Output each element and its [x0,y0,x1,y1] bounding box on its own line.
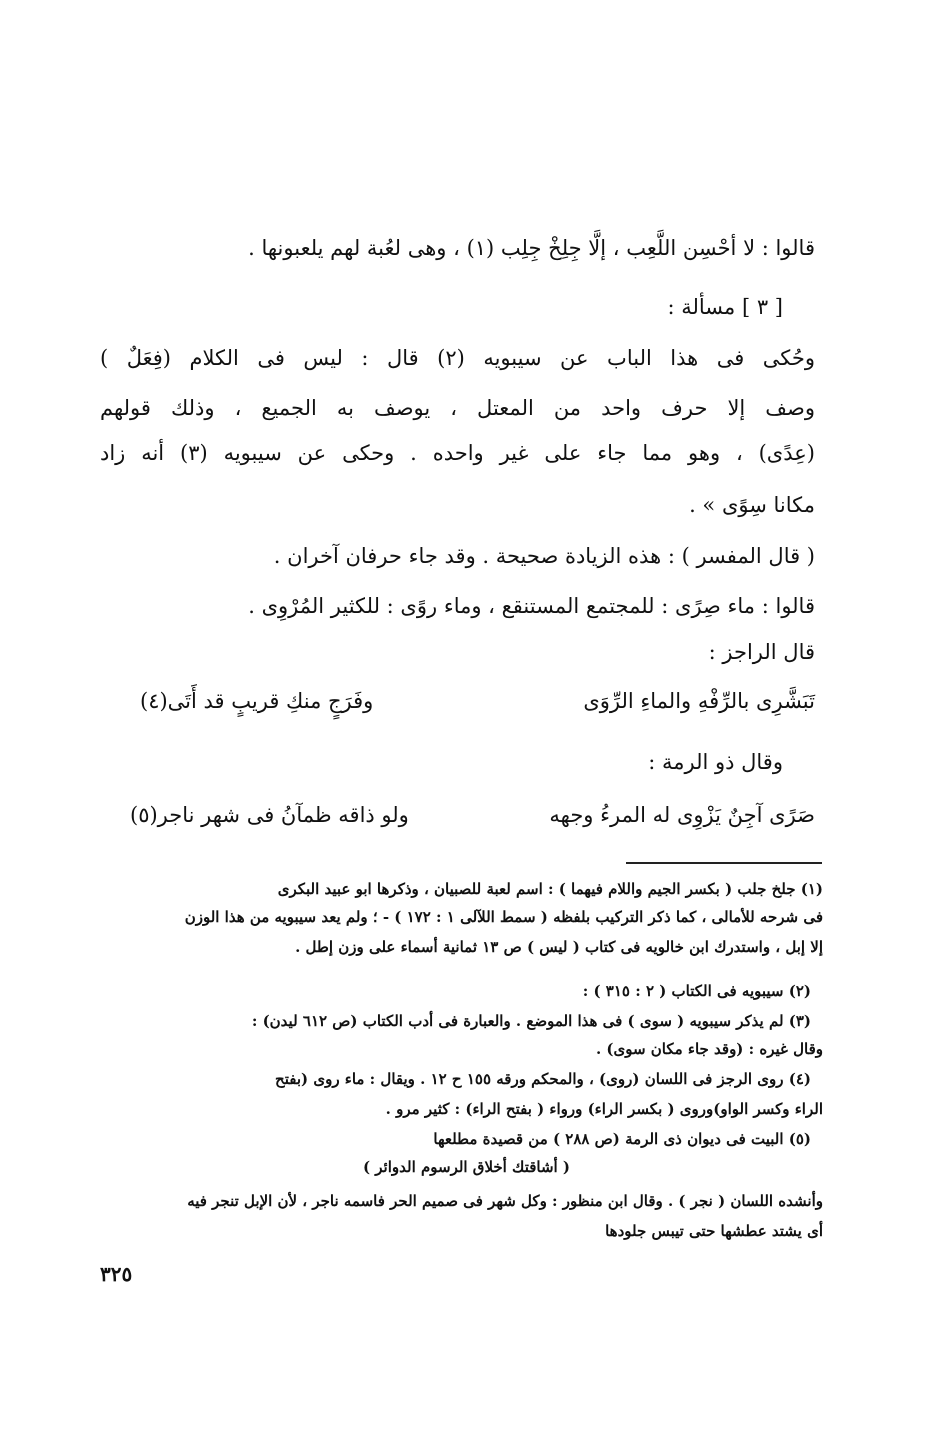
footnote-line-12: أى يشتد عطشها حتى تيبس جلودها [605,1222,823,1240]
body-line-6: مكانا سِوًى » . [689,493,815,517]
body-line-9: قال الراجز : [708,640,815,664]
footnote-line-8: الراء وكسر الواو)وروى ( بكسر الراء) ورواء ( بفتح الراء) : كثير مرو . [385,1100,823,1118]
body-line-1: قالوا : لا أحْسِن اللَّعِب ، إلَّا جِلِخْ جِلِب (١) ، وهى لعُبة لهم يلعبونها . [248,236,815,260]
page-number: ٣٢٥ [100,1262,133,1286]
body-line-8: قالوا : ماء صِرًى : للمجتمع المستنقع ، وماء روًى : للكثير المُرْوِى . [248,594,815,618]
footnote-line-5: (٣) لم يذكر سيبويه ( سوى ) فى هذا الموضع . والعبارة فى أدب الكتاب (ص ٦١٢ ليدن) : [251,1012,811,1030]
body-line-7: ( قال المفسر ) : هذه الزيادة صحيحة . وقد جاء حرفان آخران . [273,544,815,568]
section-heading: [ ٣ ] مسألة : [667,295,783,319]
footnote-line-4: (٢) سيبويه فى الكتاب ( ٢ : ٣١٥ ) : [582,982,811,1000]
body-line-3: وحُكى فى هذا الباب عن سيبويه (٢) قال : ليس فى الكلام (فِعَلٌ ) [100,346,815,370]
footnote-line-3: إلا إبل ، واستدرك ابن خالويه فى كتاب ( ليس ) ص ١٣ ثمانية أسماء على وزن إطل . [295,938,823,956]
footnote-separator [626,862,822,864]
verse1-right-hemistich: تَبَشَّرِى بالرِّفْهِ والماءِ الرِّوَى [583,689,815,713]
footnote-line-2: فى شرحه للأمالى ، كما ذكر التركيب بلفظه ( سمط اللآلى ١ : ١٧٢ ) - ؛ ولم يعد سيبويه من هذا الوزن [184,908,823,926]
footnote-line-1: (١) جلخ جلب ( بكسر الجيم واللام فيهما ) : اسم لعبة للصبيان ، وذكرها ابو عبيد البكرى [277,880,823,898]
footnote-line-9: (٥) البيت فى ديوان ذى الرمة (ص ٢٨٨ ) من قصيدة مطلعها [433,1130,811,1148]
footnote-line-7: (٤) روى الرجز فى اللسان (روى) ، والمحكم ورقه ١٥٥ ح ١٢ . ويقال : ماء روى (بفتح [275,1070,811,1088]
verse2-left-hemistich: ولو ذاقه ظمآنُ فى شهر ناجر(٥) [130,803,409,827]
verse2-right-hemistich: صَرًى آجِنٌ يَزْوِى له المرءُ وجهه [549,803,815,827]
body-line-4: وصف إلا حرف واحد من المعتل ، يوصف به الجميع ، وذلك قولهم [100,396,815,420]
verse1-left-hemistich: وفَرَجٍ منكِ قريبٍ قد أَتَى(٤) [140,689,374,713]
footnote-line-11: وأنشده اللسان ( نجر ) . وقال ابن منظور : وكل شهر فى صميم الحر فاسمه ناجر ، لأن الإبل تنجر فيه [187,1192,823,1210]
poet-intro: وقال ذو الرمة : [648,750,783,774]
body-line-5: (عِدًى) ، وهو مما جاء على غير واحده . وحكى عن سيبويه (٣) أنه زاد [100,441,815,465]
footnote-line-10: ( أشاقتك أخلاق الرسوم الدوائر ) [362,1158,571,1176]
footnote-line-6: وقال غيره : (وقد جاء مكان سوى) . [595,1040,823,1058]
